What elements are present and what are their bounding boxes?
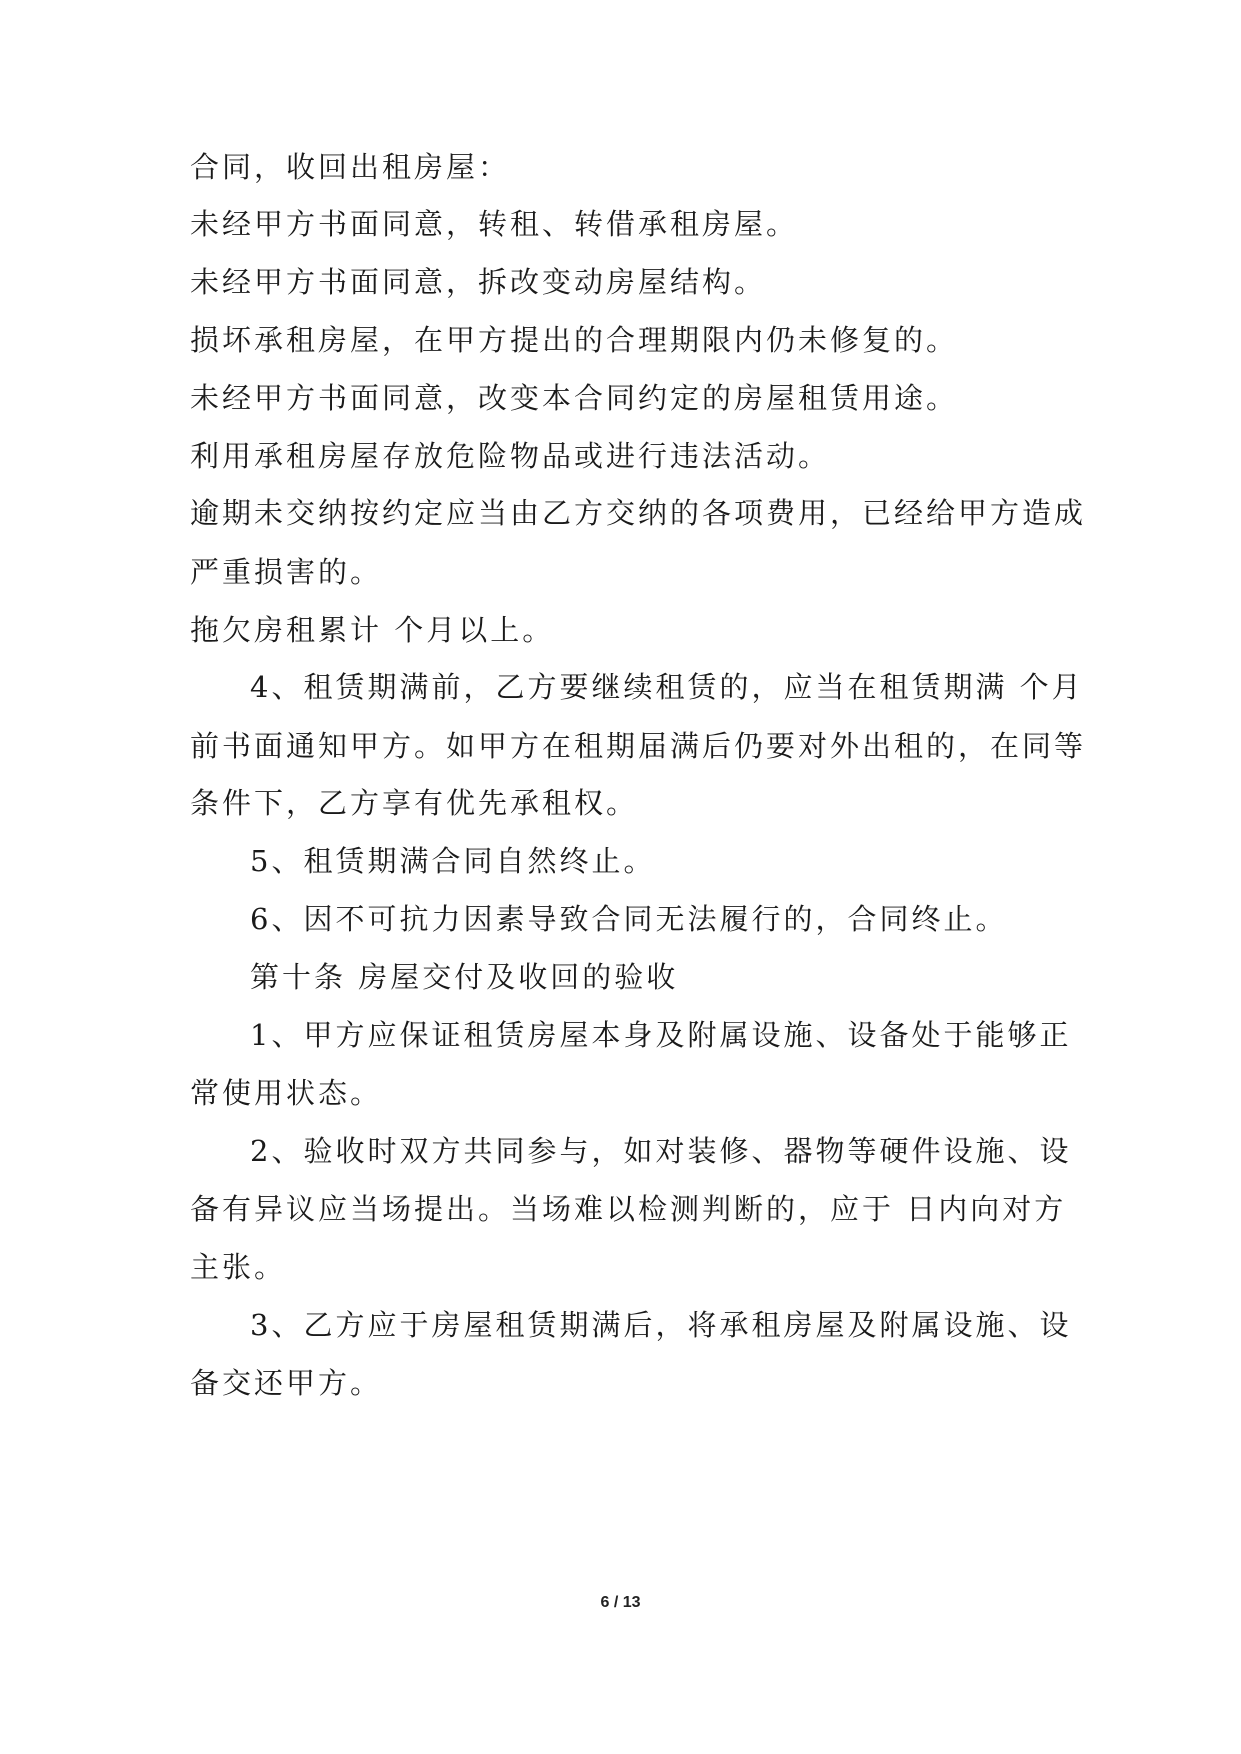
- text-line: 未经甲方书面同意，改变本合同约定的房屋租赁用途。: [190, 381, 959, 415]
- text-line: 1、甲方应保证租赁房屋本身及附属设施、设备处于能够正: [250, 1018, 1072, 1052]
- section-heading: 第十条 房屋交付及收回的验收: [250, 960, 679, 994]
- text-line: 5、租赁期满合同自然终止。: [250, 844, 656, 878]
- text-line: 损坏承租房屋，在甲方提出的合理期限内仍未修复的。: [190, 323, 959, 357]
- text-line: 拖欠房租累计 个月以上。: [190, 613, 555, 647]
- text-line: 主张。: [190, 1250, 287, 1284]
- text-line: 3、乙方应于房屋租赁期满后，将承租房屋及附属设施、设: [250, 1308, 1072, 1342]
- text-line: 未经甲方书面同意，转租、转借承租房屋。: [190, 207, 799, 241]
- text-line: 常使用状态。: [190, 1076, 383, 1110]
- text-line: 逾期未交纳按约定应当由乙方交纳的各项费用，已经给甲方造成: [190, 496, 1087, 530]
- text-line: 备有异议应当场提出。当场难以检测判断的，应于 日内向对方: [190, 1192, 1067, 1226]
- text-line: 利用承租房屋存放危险物品或进行违法活动。: [190, 439, 831, 473]
- text-line: 严重损害的。: [190, 555, 383, 589]
- text-line: 未经甲方书面同意，拆改变动房屋结构。: [190, 265, 767, 299]
- text-line: 前书面通知甲方。如甲方在租期届满后仍要对外出租的，在同等: [190, 729, 1087, 763]
- text-line: 备交还甲方。: [190, 1366, 383, 1400]
- text-line: 6、因不可抗力因素导致合同无法履行的，合同终止。: [250, 902, 1008, 936]
- page-number: 6 / 13: [600, 1594, 641, 1611]
- text-line: 2、验收时双方共同参与，如对装修、器物等硬件设施、设: [250, 1134, 1072, 1168]
- text-line: 合同，收回出租房屋：: [190, 150, 511, 184]
- text-line: 条件下，乙方享有优先承租权。: [190, 786, 639, 820]
- text-line: 4、租赁期满前，乙方要继续租赁的，应当在租赁期满 个月: [250, 670, 1084, 704]
